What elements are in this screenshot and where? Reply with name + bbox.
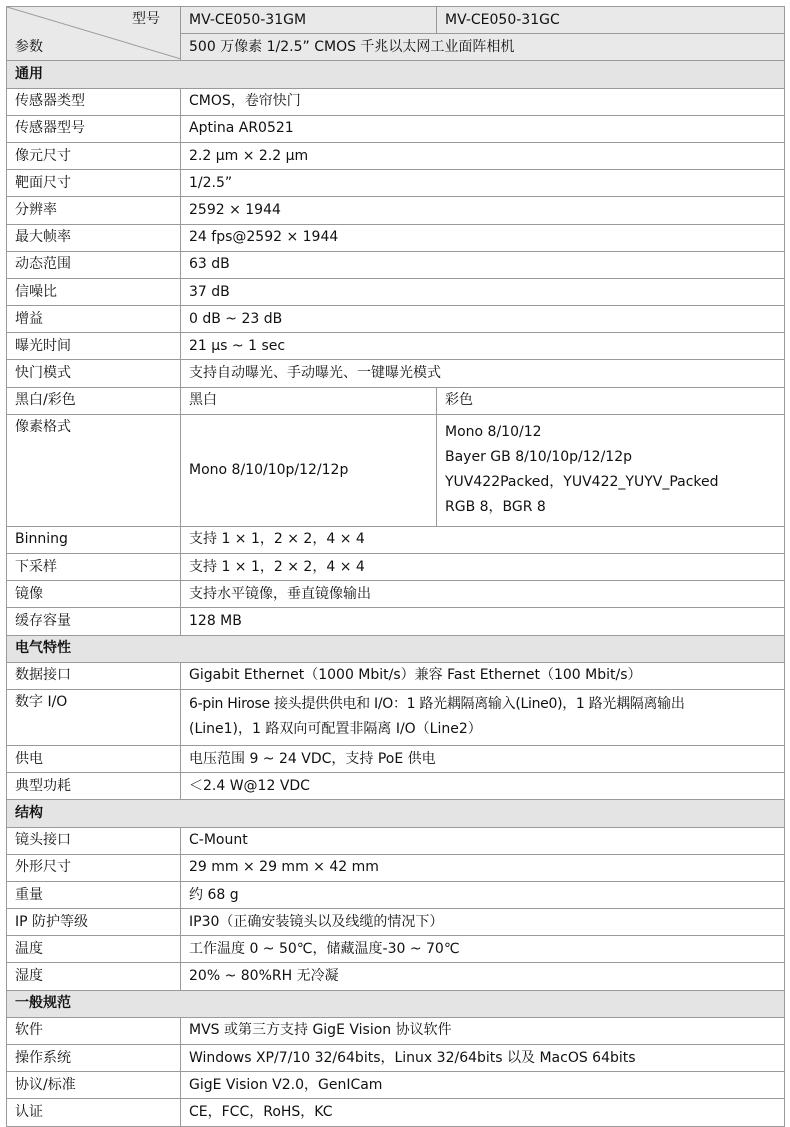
table-row (7, 333, 785, 360)
table-row (7, 197, 785, 224)
row-label: 镜头接口 (7, 827, 181, 854)
table-row (7, 251, 785, 278)
row-value: Windows XP/7/10 32/64bits，Linux 32/64bits 以及 MacOS 64bits (181, 1045, 785, 1072)
row-value: 128 MB (181, 608, 785, 635)
row-label: 像素格式 (7, 414, 181, 526)
section-general-spec: 一般规范 (7, 990, 785, 1017)
row-value: 支持 1 × 1，2 × 2，4 × 4 (181, 526, 785, 553)
row-label: 像元尺寸 (7, 142, 181, 169)
row-label: 缓存容量 (7, 608, 181, 635)
row-label: 供电 (7, 745, 181, 772)
table-row (7, 854, 785, 881)
table-row (7, 306, 785, 333)
table-row (7, 689, 785, 745)
row-value: 电压范围 9 ~ 24 VDC，支持 PoE 供电 (181, 745, 785, 772)
row-label: 协议/标准 (7, 1072, 181, 1099)
row-label: 软件 (7, 1017, 181, 1044)
row-value: C-Mount (181, 827, 785, 854)
row-value: CMOS，卷帘快门 (181, 88, 785, 115)
table-row (7, 1099, 785, 1126)
table-row (7, 360, 785, 387)
row-label: 典型功耗 (7, 773, 181, 800)
mono-value: 黑白 (181, 387, 437, 414)
row-label: IP 防护等级 (7, 909, 181, 936)
row-label: 靶面尺寸 (7, 170, 181, 197)
table-row (7, 827, 785, 854)
pixel-format-line: YUV422Packed，YUV422_YUYV_Packed (445, 474, 719, 491)
row-label: 最大帧率 (7, 224, 181, 251)
model-color: MV-CE050-31GC (437, 7, 785, 34)
row-value: 2.2 µm × 2.2 µm (181, 142, 785, 169)
row-label: 分辨率 (7, 197, 181, 224)
row-label: 信噪比 (7, 278, 181, 305)
row-label: Binning (7, 526, 181, 553)
row-value: 支持自动曝光、手动曝光、一键曝光模式 (181, 360, 785, 387)
table-row (7, 88, 785, 115)
row-value: 29 mm × 29 mm × 42 mm (181, 854, 785, 881)
row-value: ＜2.4 W@12 VDC (181, 773, 785, 800)
section-general: 通用 (7, 61, 785, 88)
table-row (7, 909, 785, 936)
pixel-format-line: Bayer GB 8/10/10p/12/12p (445, 449, 632, 466)
row-value: 约 68 g (181, 881, 785, 908)
row-label: 镜像 (7, 581, 181, 608)
row-value: 2592 × 1944 (181, 197, 785, 224)
row-label: 快门模式 (7, 360, 181, 387)
table-row (7, 662, 785, 689)
table-row (7, 115, 785, 142)
table-row (7, 387, 785, 414)
row-value: GigE Vision V2.0，GenICam (181, 1072, 785, 1099)
table-row (7, 936, 785, 963)
table-row (7, 1017, 785, 1044)
table-row (7, 142, 785, 169)
row-value: 0 dB ~ 23 dB (181, 306, 785, 333)
row-label: 传感器型号 (7, 115, 181, 142)
row-value: 63 dB (181, 251, 785, 278)
row-value: MVS 或第三方支持 GigE Vision 协议软件 (181, 1017, 785, 1044)
table-row (7, 745, 785, 772)
row-value: 20% ~ 80%RH 无冷凝 (181, 963, 785, 990)
table-row (7, 881, 785, 908)
row-label: 认证 (7, 1099, 181, 1126)
row-value: Gigabit Ethernet（1000 Mbit/s）兼容 Fast Ethernet（100 Mbit/s） (181, 662, 785, 689)
row-label: 传感器类型 (7, 88, 181, 115)
row-label: 数据接口 (7, 662, 181, 689)
table-row (7, 963, 785, 990)
row-label: 增益 (7, 306, 181, 333)
mono-pixel-format: Mono 8/10/10p/12/12p (181, 414, 437, 526)
product-description: 500 万像素 1/2.5” CMOS 千兆以太网工业面阵相机 (181, 34, 785, 61)
table-row (7, 170, 785, 197)
row-label: 曝光时间 (7, 333, 181, 360)
row-label: 重量 (7, 881, 181, 908)
table-row (7, 554, 785, 581)
row-value: 37 dB (181, 278, 785, 305)
row-label: 下采样 (7, 554, 181, 581)
row-value: 支持 1 × 1，2 × 2，4 × 4 (181, 554, 785, 581)
color-pixel-format (437, 414, 785, 526)
table-row (7, 608, 785, 635)
table-row (7, 278, 785, 305)
row-value: 21 µs ~ 1 sec (181, 333, 785, 360)
param-label: 参数 (15, 39, 43, 56)
row-value: IP30（正确安装镜头以及线缆的情况下） (181, 909, 785, 936)
io-line: (Line1)，1 路双向可配置非隔离 I/O（Line2） (189, 721, 482, 738)
row-label: 温度 (7, 936, 181, 963)
spec-table (6, 6, 785, 1127)
pixel-format-line: RGB 8，BGR 8 (445, 499, 546, 516)
row-value: Aptina AR0521 (181, 115, 785, 142)
row-value: 24 fps@2592 × 1944 (181, 224, 785, 251)
row-value: 工作温度 0 ~ 50℃，储藏温度-30 ~ 70℃ (181, 936, 785, 963)
table-row (7, 581, 785, 608)
row-value: CE，FCC，RoHS，KC (181, 1099, 785, 1126)
io-line: 6-pin Hirose 接头提供供电和 I/O：1 路光耦隔离输入(Line0)，1 路光耦隔离输出 (189, 696, 685, 713)
row-label: 动态范围 (7, 251, 181, 278)
row-value: 支持水平镜像，垂直镜像输出 (181, 581, 785, 608)
section-structure: 结构 (7, 800, 785, 827)
row-value: 1/2.5” (181, 170, 785, 197)
table-row (7, 1045, 785, 1072)
table-row (7, 414, 785, 526)
pixel-format-line: Mono 8/10/12 (445, 424, 542, 441)
section-electrical: 电气特性 (7, 635, 785, 662)
row-label: 外形尺寸 (7, 854, 181, 881)
color-value: 彩色 (437, 387, 785, 414)
row-label: 黑白/彩色 (7, 387, 181, 414)
table-row (7, 1072, 785, 1099)
model-label: 型号 (132, 11, 160, 27)
table-row (7, 224, 785, 251)
row-label: 湿度 (7, 963, 181, 990)
model-mono: MV-CE050-31GM (181, 7, 437, 34)
table-row (7, 773, 785, 800)
header-corner-cell (7, 7, 181, 61)
row-label: 数字 I/O (7, 689, 181, 745)
row-label: 操作系统 (7, 1045, 181, 1072)
row-value (181, 689, 785, 745)
table-row (7, 526, 785, 553)
